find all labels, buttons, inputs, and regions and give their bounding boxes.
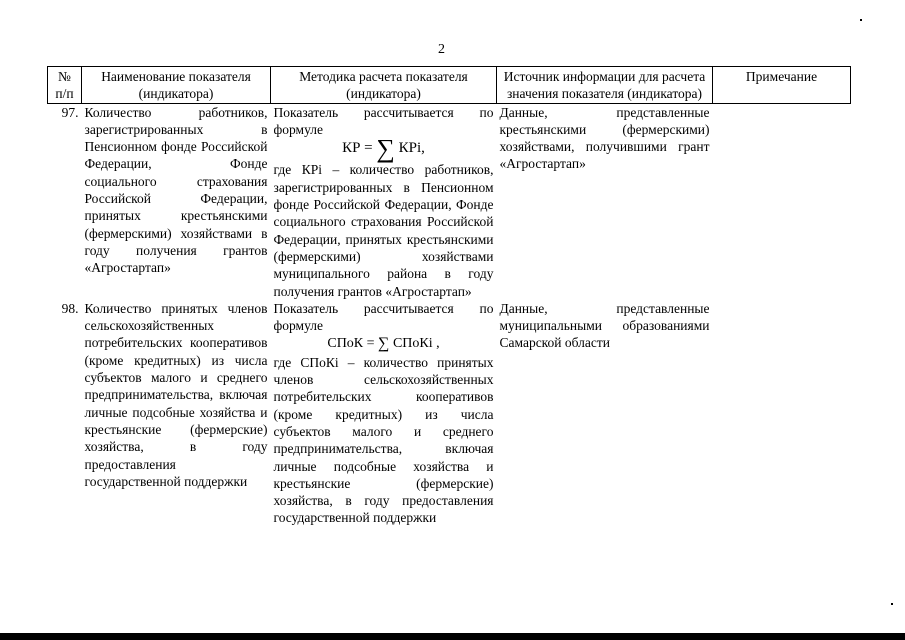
formula-lhs: СПоК = (327, 336, 375, 352)
method-where: где КРi – количество работников, зарегистрированных в Пенсионном фонде Российской Федерации, Фонде социального страхования Российской Федерации, принятых крестьянскими (фермерскими) хозяйствами муниципального района в году получения грантов «Агростартап» (273, 162, 494, 299)
formula-rhs: СПоКi , (392, 336, 440, 352)
row-number: 98. (61, 300, 79, 316)
formula (274, 335, 494, 352)
information-source: Данные, представленные муниципальными образованиями Самарской области (499, 300, 710, 351)
sum-sign: ∑ (376, 134, 395, 164)
indicator-name: Количество работников, зарегистрированных в Пенсионном фонде Российской Федерации, Фонде социального страхования Российской Федерации, принятых крестьянскими (фермерскими) хозяйствами в году получения грантов «Агростартап» (84, 104, 268, 276)
table-header-row (48, 67, 851, 104)
header-method: Методика расчета показателя (индикатора) (271, 67, 497, 104)
note (713, 300, 851, 527)
formula-lhs: КР = (342, 140, 373, 157)
method-intro: Показатель рассчитывается по формуле (273, 300, 494, 334)
scan-artifact-dot (860, 19, 862, 21)
header-name: Наименование показателя (индикатора) (82, 67, 271, 104)
sum-sign: ∑ (378, 335, 390, 353)
table-row (48, 300, 851, 527)
scan-bottom-border (0, 633, 905, 640)
row-number: 97. (61, 104, 79, 120)
indicator-name: Количество принятых членов сельскохозяйственных потребительских кооперативов (кроме кредитных) из числа субъектов малого и среднего предпринимательства, включая личные подсобные хозяйства и крестьянские (фермерские) хозяйства, в году предоставления государственной поддержки (84, 300, 268, 489)
note (713, 103, 851, 300)
scan-artifact-dot (891, 603, 893, 605)
table-row (48, 103, 851, 300)
calculation-method (271, 300, 497, 527)
method-where: где СПоКi – количество принятых членов сельскохозяйственных потребительских кооперативов (кроме кредитных) из числа субъектов малого и среднего предпринимательства, включая личные подсобные хозяйства и крестьянские (фермерские) хозяйства, в году предоставления государственной поддержки (273, 354, 494, 526)
formula (274, 134, 494, 164)
header-source: Источник информации для расчета значения показателя (индикатора) (497, 67, 713, 104)
page-number: 2 (438, 42, 445, 57)
indicator-table (47, 66, 851, 527)
calculation-method (271, 103, 497, 300)
formula-rhs: КРi, (398, 140, 425, 157)
information-source: Данные, представленные крестьянскими (фермерскими) хозяйствами, получившими грант «Агростартап» (499, 104, 710, 172)
header-note: Примечание (713, 67, 851, 104)
header-num: № п/п (48, 67, 82, 104)
method-intro: Показатель рассчитывается по формуле (273, 104, 494, 137)
